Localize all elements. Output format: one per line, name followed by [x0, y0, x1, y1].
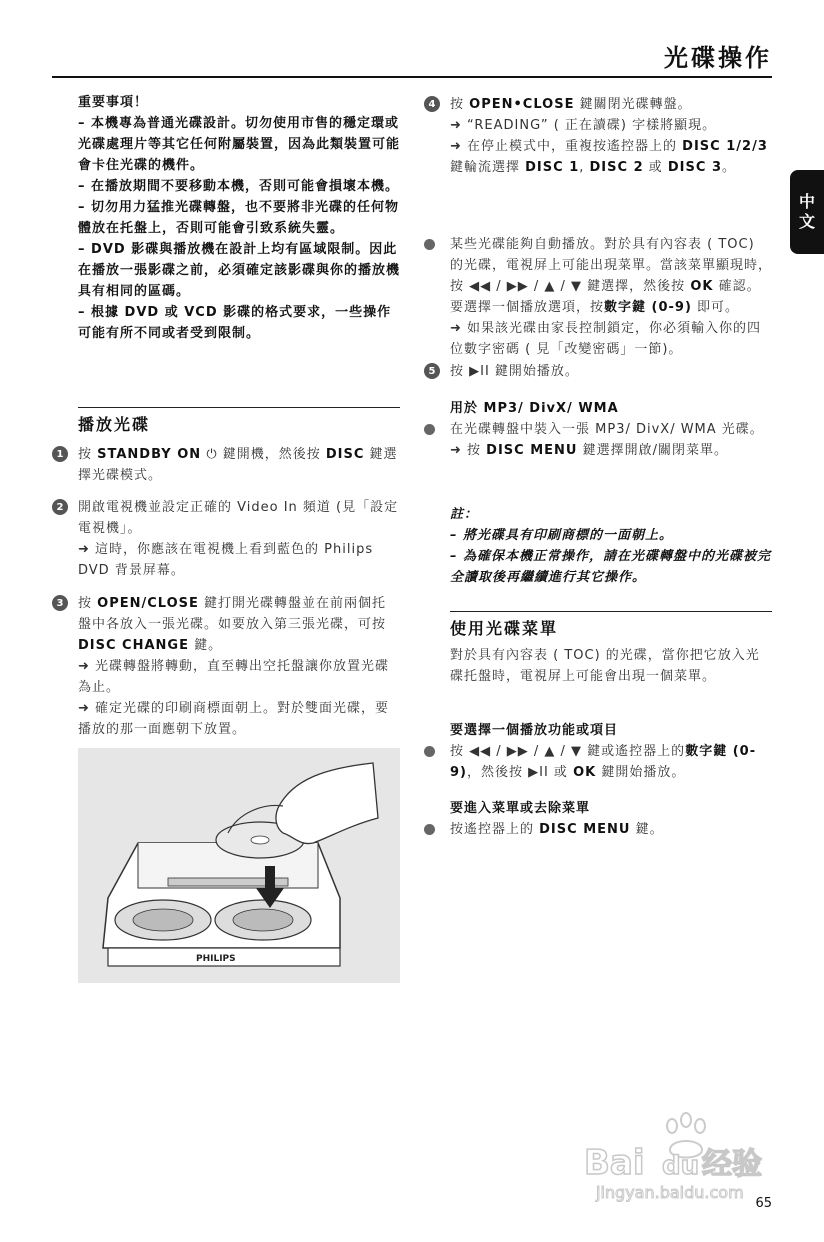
menu-bullet1-b: ，然後按 ▶II 或	[467, 765, 574, 780]
watermark-brand-b: du	[662, 1151, 700, 1181]
open-close-key-2: OPEN•CLOSE	[469, 97, 575, 112]
watermark-url: jingyan.baidu.com	[596, 1183, 744, 1202]
mp3-section	[450, 398, 772, 461]
disc-key: DISC	[325, 447, 365, 462]
step4-text-a: 按	[450, 97, 470, 112]
notice-item-1: – 本機專為普通光碟設計。切勿使用市售的穩定環或光碟處理片等其它任何附屬裝置，因為此類裝置可能會卡住光碟的機件。	[78, 116, 401, 173]
step1-text-a: 按	[78, 447, 98, 462]
important-notice	[78, 92, 400, 344]
notice-item-5: – 根據 DVD 或 VCD 影碟的格式要求，一些操作可能有所不同或者受到限制。	[78, 305, 392, 341]
step-2	[56, 497, 400, 581]
menu-bullet1-a: 按 ◀◀ / ▶▶ / ▲ / ▼ 鍵或遙控器上的	[450, 744, 686, 759]
notice-item-4: – DVD 影碟與播放機在設計上均有區域限制。因此在播放一張影碟之前，必須確定該影碟與你的播放機具有相同的區碼。	[78, 242, 401, 299]
step4-arrow-1: ➜ “READING” ( 正在讀碟) 字樣將顯現。	[450, 118, 717, 133]
step-5	[428, 361, 772, 382]
mp3-bullet-text: 在光碟轉盤中裝入一張 MP3/ DivX/ WMA 光碟。	[450, 422, 764, 437]
step3-arrow-2: ➜ 確定光碟的印刷商標面朝上。對於雙面光碟，要播放的那一面應朝下放置。	[78, 701, 390, 737]
step-number-4: 4	[424, 96, 440, 112]
step1-text-c: 鍵選擇光碟模式。	[78, 447, 398, 483]
disc-loading-illustration	[78, 748, 400, 983]
bullet-dot	[424, 424, 435, 435]
baidu-watermark	[544, 1112, 774, 1204]
disc-change-key: DISC CHANGE	[78, 638, 189, 653]
notice-item-3: – 切勿用力猛推光碟轉盤，也不要將非光碟的任何物體放在托盤上，否則可能會引致系統失靈。	[78, 200, 400, 236]
menu-sub-heading-2: 要進入菜單或去除菜單	[450, 801, 591, 816]
step4-end: 。	[722, 160, 737, 175]
toc-text-b: 確認。要選擇一個播放選項，按	[450, 279, 761, 315]
bullet-dot	[424, 746, 435, 757]
disc-2-key: DISC 2	[589, 160, 644, 175]
disc-1-key: DISC 1	[525, 160, 580, 175]
menu-intro-text: 對於具有內容表 ( TOC) 的光碟，當你把它放入光碟托盤時，電視屏上可能會出現一個菜單。	[450, 648, 760, 684]
toc-bullet	[450, 234, 772, 360]
step2-text: 開啟電視機並設定正確的 Video In 頻道 (見「設定電視機」。	[78, 500, 399, 536]
note-item-1: – 將光碟具有印刷商標的一面朝上。	[450, 528, 674, 543]
section-heading-disc-menu: 使用光碟菜單	[450, 611, 772, 639]
bullet-dot	[424, 824, 435, 835]
baidu-paw-logo	[544, 1112, 774, 1204]
toc-text-c: 即可。	[691, 300, 740, 315]
menu-select-block	[450, 720, 772, 783]
language-tab-char-1: 中	[798, 192, 815, 211]
step-number-2: 2	[52, 499, 68, 515]
menu-sub-heading-1: 要選擇一個播放功能或項目	[450, 723, 619, 738]
step3-text-b: 鍵打開光碟轉盤並在前兩個托盤中各放入一張光碟。如要放入第三張光碟，可按	[78, 596, 387, 632]
disc-menu-key: DISC MENU	[486, 443, 578, 458]
standby-on-key: STANDBY ON	[97, 447, 202, 462]
toc-arrow: ➜ 如果該光碟由家長控制鎖定，你必須輸入你的四位數字密碼 ( 見「改變密碼」一節)。	[450, 321, 762, 357]
disc-3-key: DISC 3	[667, 160, 722, 175]
note-block	[450, 504, 772, 588]
open-close-key: OPEN/CLOSE	[97, 596, 199, 611]
step3-text-c: 鍵。	[188, 638, 223, 653]
step5-text: 按 ▶II 鍵開始播放。	[450, 364, 579, 379]
mp3-arrow-a: ➜ 按	[450, 443, 487, 458]
dvd-player-drawing	[78, 748, 400, 983]
power-icon: ⏻	[206, 447, 218, 462]
digit-keys: 數字鍵 (0-9)	[604, 300, 692, 315]
play-disc-section	[78, 407, 400, 435]
step2-arrow: ➜ 這時，你應該在電視機上看到藍色的 Philips DVD 背景屏幕。	[78, 542, 374, 578]
menu-bullet2-a: 按遙控器上的	[450, 822, 540, 837]
step-1	[56, 444, 400, 486]
watermark-brand-c: 经验	[702, 1147, 762, 1182]
note-item-2: – 為確保本機正常操作，請在光碟轉盤中的光碟被完全讀取後再繼續進行其它操作。	[450, 549, 772, 585]
ok-key-2: OK	[573, 765, 597, 780]
disc-menu-section	[450, 611, 772, 639]
step-4	[428, 94, 772, 178]
menu-intro	[450, 645, 772, 687]
toc-text-a: 某些光碟能夠自動播放。對於具有內容表 ( TOC) 的光碟，電視屏上可能出現菜單。當該菜單顯現時，按 ◀◀ / ▶▶ / ▲ / ▼ 鍵選擇，然後按	[450, 237, 773, 294]
step-number-3: 3	[52, 595, 68, 611]
menu-bullet1-c: 鍵開始播放。	[596, 765, 686, 780]
step-number-1: 1	[52, 446, 68, 462]
step1-text-b: 鍵開機，然後按	[217, 447, 326, 462]
language-tab-char-2: 文	[798, 212, 815, 231]
step4-or: 或	[643, 160, 668, 175]
step4-sep: ,	[579, 160, 590, 175]
header-rule	[52, 76, 772, 78]
notice-item-2: – 在播放期間不要移動本機，否則可能會損壞本機。	[78, 179, 400, 194]
section-heading-play-disc: 播放光碟	[78, 407, 400, 435]
step4-text-b: 鍵關閉光碟轉盤。	[574, 97, 692, 112]
philips-logo: PHILIPS	[196, 954, 236, 964]
language-tab	[790, 170, 824, 254]
notice-title: 重要事項！	[78, 95, 149, 110]
menu-toggle-block	[450, 798, 772, 840]
step-3	[56, 593, 400, 740]
page-title: 光碟操作	[664, 44, 772, 72]
watermark-brand-a: Bai	[584, 1143, 645, 1183]
disc-123-key: DISC 1/2/3	[682, 139, 768, 154]
step-number-5: 5	[424, 363, 440, 379]
mp3-heading: 用於 MP3/ DivX/ WMA	[450, 401, 619, 416]
digit-keys-2: 數字鍵 (0-9)	[450, 744, 757, 780]
page-number: 65	[755, 1196, 772, 1211]
note-title: 註：	[450, 507, 479, 522]
menu-bullet2-b: 鍵。	[630, 822, 664, 837]
mp3-arrow-b: 鍵選擇開啟/關閉菜單。	[577, 443, 728, 458]
step3-text-a: 按	[78, 596, 98, 611]
step3-arrow-1: ➜ 光碟轉盤將轉動，直至轉出空托盤讓你放置光碟為止。	[78, 659, 390, 695]
disc-menu-key-2: DISC MENU	[539, 822, 631, 837]
bullet-dot	[424, 239, 435, 250]
step4-arrow2-b: 鍵輪流選擇	[450, 160, 526, 175]
step4-arrow2-a: ➜ 在停止模式中，重複按遙控器上的	[450, 139, 683, 154]
ok-key: OK	[690, 279, 714, 294]
